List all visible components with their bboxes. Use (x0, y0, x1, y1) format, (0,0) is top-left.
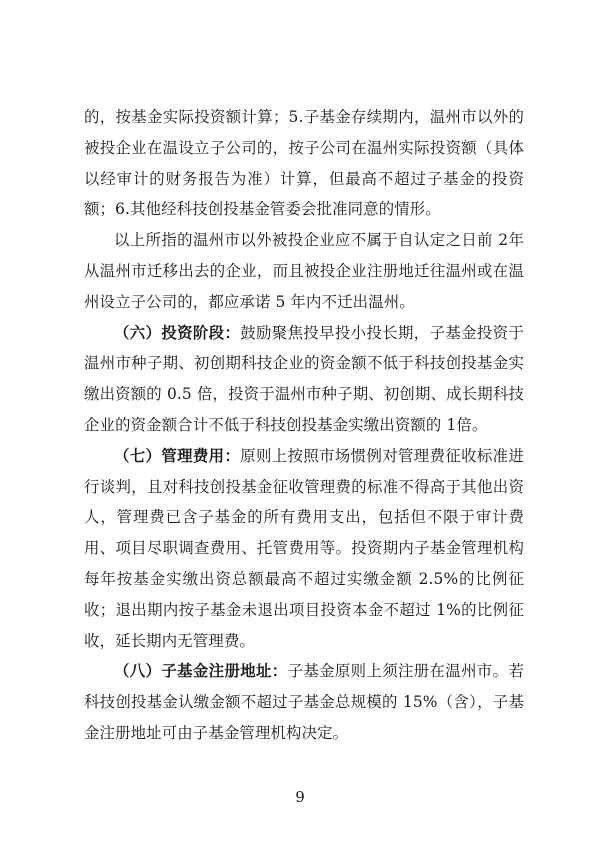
paragraph-text: 以上所指的温州市以外被投企业应不属于自认定之日前 2年从温州市迁移出去的企业，而且被投企业注册地迁往温州或在温州设立子公司的，都应承诺 5 年内不迁出温州。 (84, 231, 524, 311)
document-body (84, 102, 524, 749)
paragraph-management-fee (84, 441, 524, 657)
paragraph-relocation-note (84, 225, 524, 317)
paragraph-investment-stage (84, 318, 524, 441)
paragraph-registration-address (84, 656, 524, 748)
section-heading: （七）管理费用： (114, 446, 241, 465)
paragraph-text: 鼓励聚焦投早投小投长期，子基金投资于温州市种子期、初创期科技企业的资金额不低于科技创投基金实缴出资额的 0.5 倍，投资于温州市种子期、初创期、成长期科技企业的资金额合计不低于科技创投基金实缴出资额的 1倍。 (84, 323, 525, 434)
paragraph-text: 子基金原则上须注册在温州市。若科技创投基金认缴金额不超过子基金总规模的 15%（含），子基金注册地址可由子基金管理机构决定。 (84, 662, 524, 742)
paragraph-continuation (84, 102, 524, 225)
section-heading: （八）子基金注册地址： (114, 662, 288, 681)
paragraph-text: 原则上按照市场惯例对管理费征收标准进行谈判，且对科技创投基金征收管理费的标准不得高于其他出资人，管理费已含子基金的所有费用支出，包括但不限于审计费用、项目尽职调查费用、托管费用等。投资期内子基金管理机构每年按基金实缴出资总额最高不超过实缴金额 2.5%的比例征收；退出期内按子基金未退出项目投资本金不超过 1%的比例征收，延长期内无管理费。 (84, 446, 525, 650)
page-number: 9 (295, 788, 305, 806)
paragraph-text: 的，按基金实际投资额计算；5.子基金存续期内，温州市以外的被投企业在温设立子公司的，按子公司在温州实际投资额（具体以经审计的财务报告为准）计算，但最高不超过子基金的投资额；6.其他经科技创投基金管委会批准同意的情形。 (84, 108, 524, 219)
section-heading: （六）投资阶段： (114, 323, 241, 342)
